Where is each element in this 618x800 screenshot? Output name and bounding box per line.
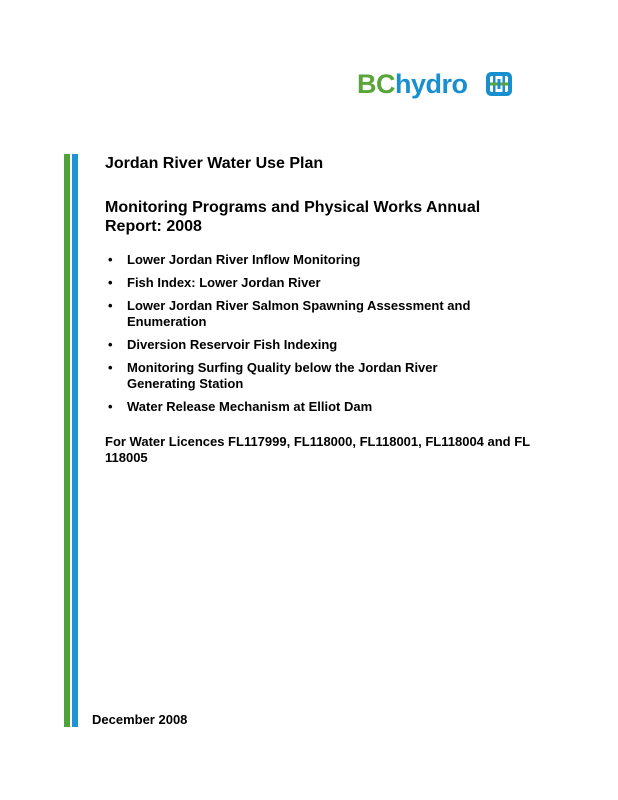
bullet-icon: • [108,399,113,414]
report-cover-content [105,154,585,466]
bullet-icon: • [108,360,113,375]
logo-bc-text: BC [357,68,395,99]
program-label: Water Release Mechanism at Elliot Dam [127,399,373,414]
logo-hydro-text: hydro [395,68,468,99]
bc-hydro-logo [357,68,512,100]
list-item [105,399,585,415]
program-label: Lower Jordan River Inflow Monitoring [127,252,361,267]
bullet-icon: • [108,275,113,290]
blue-accent-bar [72,154,78,727]
green-accent-bar [64,154,70,727]
list-item [105,275,585,291]
document-title: Jordan River Water Use Plan [105,155,324,172]
bullet-icon: • [108,252,113,267]
list-item [105,337,585,353]
bc-hydro-symbol-icon [486,72,512,96]
bullet-icon: • [108,337,113,352]
list-item [105,298,585,330]
program-list [105,252,585,415]
water-licences-text: For Water Licences FL117999, FL118000, FL118001, FL118004 and FL 118005 [105,434,530,465]
bullet-icon: • [108,298,113,313]
logo-wordmark [357,68,468,99]
list-item [105,252,585,268]
program-label: Monitoring Surfing Quality below the Jordan River Generating Station [127,360,438,391]
program-label: Fish Index: Lower Jordan River [127,275,321,290]
list-item [105,360,585,392]
document-subtitle: Monitoring Programs and Physical Works Annual Report: 2008 [105,199,481,235]
program-label: Lower Jordan River Salmon Spawning Assessment and Enumeration [127,298,471,329]
program-label: Diversion Reservoir Fish Indexing [127,337,338,352]
report-date: December 2008 [92,712,188,727]
